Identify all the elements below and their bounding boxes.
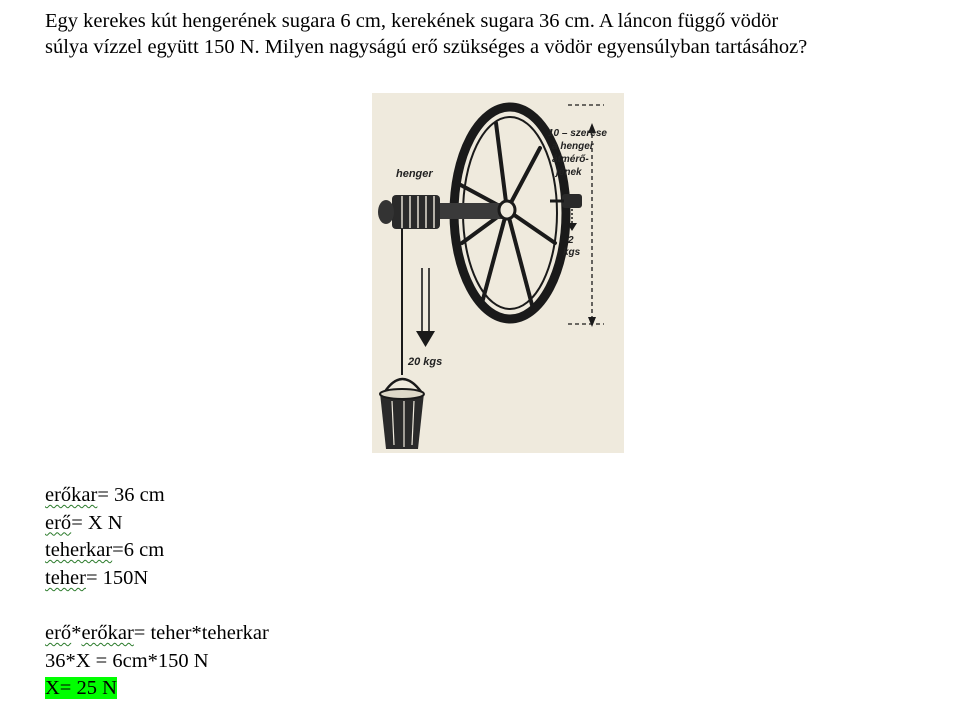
label-small-force-unit: kgs — [563, 247, 581, 258]
solution-block — [45, 482, 269, 703]
label-ratio-line-4: jének — [556, 167, 582, 178]
term-teherkar: teherkar — [45, 539, 113, 562]
label-load: 20 kgs — [408, 356, 443, 368]
term-erokar: erőkar — [45, 484, 98, 506]
value-teher: = 150N — [85, 566, 149, 589]
load-arrow-icon — [422, 268, 429, 333]
problem-line-2: súlya vízzel együtt 150 N. Milyen nagyságú erő szükséges a vödör egyensúlyban tartásához? — [45, 36, 808, 58]
label-ratio-line-1: 10 – szerese — [548, 128, 607, 139]
label-ratio-line-2: a henger — [552, 141, 594, 152]
problem-line-1: Egy kerekes kút hengerének sugara 6 cm, kerekének sugara 36 cm. A láncon függő vödör — [45, 10, 779, 32]
wheel-and-axle-illustration — [372, 93, 624, 453]
wheel-hub — [499, 201, 515, 219]
solution-answer: X= 25 N — [45, 677, 117, 700]
term-ero-2: erő — [45, 621, 72, 644]
value-ero: = X N — [71, 511, 123, 534]
value-teherkar: =6 cm — [112, 539, 165, 562]
term-erokar-2: erőkar — [81, 621, 134, 644]
solution-substitution: 36*X = 6cm*150 N — [45, 649, 209, 672]
term-ero: erő — [45, 511, 72, 534]
solution-line-1 — [45, 482, 269, 510]
cylinder-henger — [392, 195, 440, 229]
label-ratio-line-3: átmérő- — [552, 154, 589, 165]
blank-line — [45, 592, 269, 620]
equation-rest: = teher*teherkar — [133, 621, 269, 644]
crank-handle — [562, 194, 582, 208]
label-henger: henger — [396, 168, 433, 180]
solution-line-2 — [45, 510, 269, 538]
label-small-force: 2 — [568, 235, 574, 246]
solution-answer-line — [45, 675, 269, 703]
bucket-icon — [380, 393, 424, 449]
operator-multiply: * — [71, 621, 82, 644]
wheel-diagram — [372, 93, 624, 453]
problem-statement — [45, 8, 945, 60]
term-teher: teher — [45, 566, 86, 589]
value-erokar: = 36 cm — [97, 484, 165, 506]
solution-equation — [45, 620, 269, 648]
solution-line-4 — [45, 565, 269, 593]
solution-line-3 — [45, 537, 269, 565]
